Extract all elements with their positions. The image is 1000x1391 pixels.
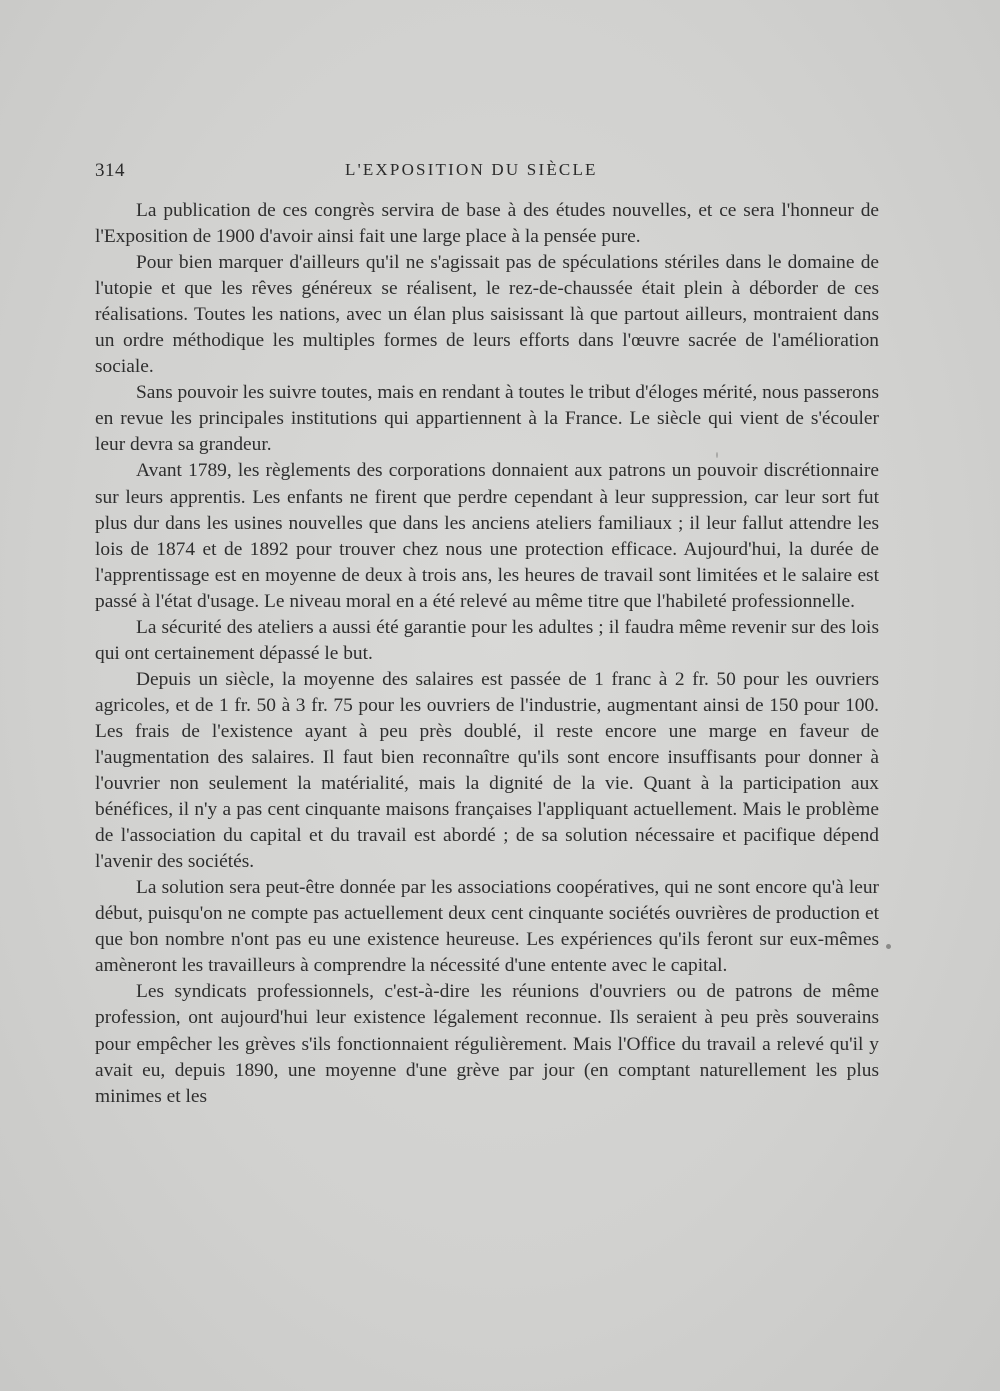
ink-speck bbox=[716, 452, 718, 458]
page-number: 314 bbox=[95, 160, 125, 181]
ink-speck bbox=[886, 944, 891, 949]
paragraph: Depuis un siècle, la moyenne des salaires est passée de 1 franc à 2 fr. 50 pour les ouvriers agricoles, et de 1 fr. 50 à 3 fr. 75 pour les ouvriers de l'industrie, augmentant ainsi de 150 pour 100. Les frais de l'existence ayant à peu près doublé, il reste encore une marge en faveur de l'augmentation des salaires. Il faut bien reconnaître qu'ils sont encore insuffisants pour donner à l'ouvrier non seulement la matérialité, mais la dignité de la vie. Quant à la participation aux bénéfices, il n'y a pas cent cinquante maisons françaises l'appliquant actuellement. Mais le problème de l'association du capital et du travail est abordé ; de sa solution nécessaire et pacifique dépend l'avenir des sociétés. bbox=[95, 668, 879, 873]
paragraph: Les syndicats professionnels, c'est-à-dire les réunions d'ouvriers ou de patrons de même profession, ont aujourd'hui leur existence légalement reconnue. Ils seraient à peu près souverains pour empêcher les grèves s'ils fonctionnaient régulièrement. Mais l'Office du travail a relevé qu'il y avait eu, depuis 1890, une moyenne d'une grève par jour (en comptant naturellement les plus minimes et les bbox=[95, 981, 879, 1107]
paragraph: Avant 1789, les règlements des corporations donnaient aux patrons un pouvoir discrétionnaire sur leurs apprentis. Les enfants ne firent que perdre cependant à leur suppression, car leur sort fut plus dur dans les usines nouvelles que dans les anciens ateliers familiaux ; il leur fallut attendre les lois de 1874 et de 1892 pour trouver chez nous une protection efficace. Aujourd'hui, la durée de l'apprentissage est en moyenne de deux à trois ans, les heures de travail sont limitées et le salaire est passé à l'état d'usage. Le niveau moral en a été relevé au même titre que l'habileté professionnelle. bbox=[95, 460, 879, 612]
paragraph: Pour bien marquer d'ailleurs qu'il ne s'agissait pas de spéculations stériles dans le domaine de l'utopie et que les rêves généreux se réalisent, le rez-de-chaussée était plein à déborder de ces réalisations. Toutes les nations, avec un élan plus saisissant là que partout ailleurs, montraient dans un ordre méthodique les multiples formes de leurs efforts dans l'œuvre sacrée de l'amélioration sociale. bbox=[95, 252, 879, 378]
running-title: L'EXPOSITION DU SIÈCLE bbox=[345, 160, 598, 179]
paragraph: Sans pouvoir les suivre toutes, mais en rendant à toutes le tribut d'éloges mérité, nous passerons en revue les principales institutions qui appartiennent à la France. Le siècle qui vient de s'écouler leur devra sa grandeur. bbox=[95, 382, 879, 456]
paragraph: La publication de ces congrès servira de base à des études nouvelles, et ce sera l'honneur de l'Exposition de 1900 d'avoir ainsi fait une large place à la pensée pure. bbox=[95, 200, 879, 248]
paragraph: La solution sera peut-être donnée par les associations coopératives, qui ne sont encore qu'à leur début, puisqu'on ne compte pas actuellement deux cent cinquante sociétés ouvrières de production et que bon nombre n'ont pas eu une existence heureuse. Les expériences qu'ils feront sur eux-mêmes amèneront les travailleurs à comprendre la nécessité d'une entente avec le capital. bbox=[95, 877, 879, 977]
paragraph: La sécurité des ateliers a aussi été garantie pour les adultes ; il faudra même revenir sur des lois qui ont certainement dépassé le but. bbox=[95, 616, 879, 664]
page-header bbox=[95, 158, 879, 188]
body-text bbox=[95, 198, 879, 1110]
